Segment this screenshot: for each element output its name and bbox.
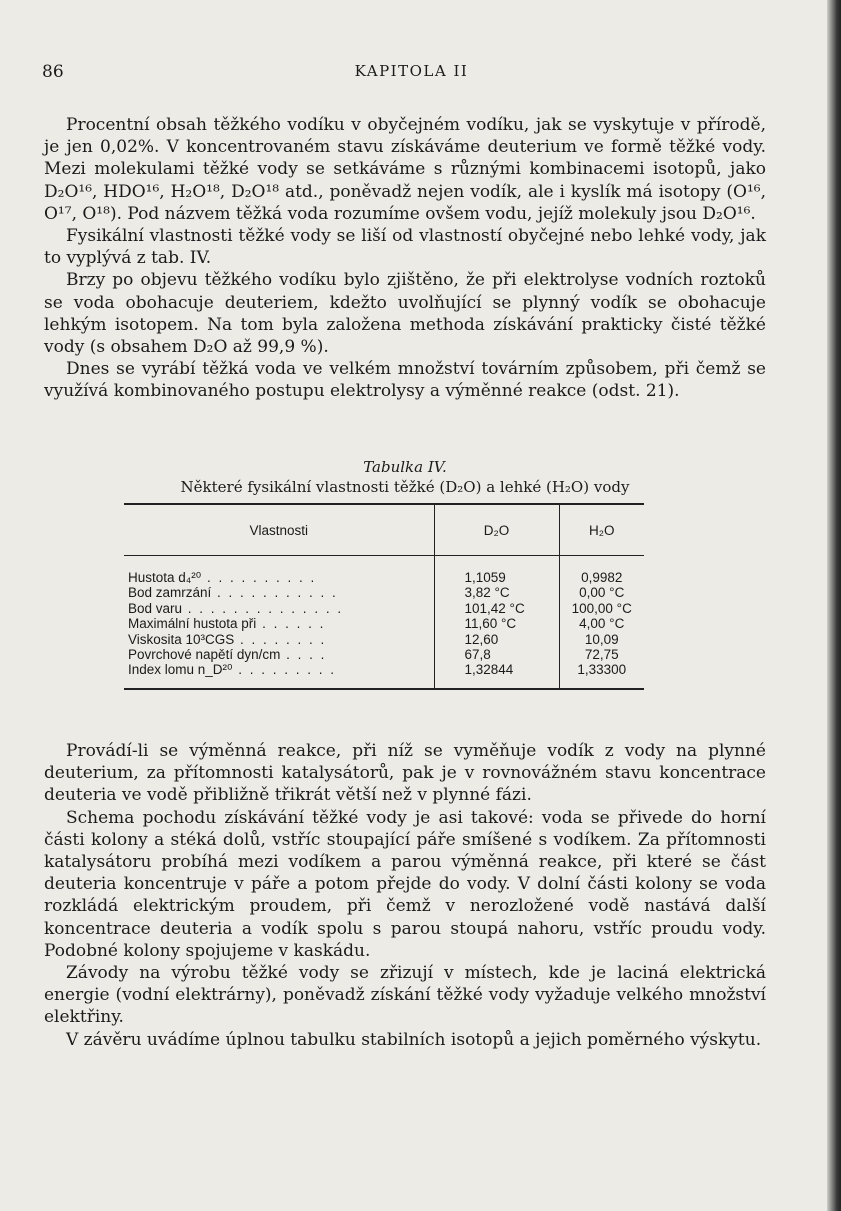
physical-properties-table [124,503,644,690]
property-name: Viskosita 10³CGS [128,631,235,647]
h2o-value: 4,00 °C [559,616,644,631]
table-title: Některé fysikální vlastnosti těžké (D₂O) a lehké (H₂O) vody [180,478,630,496]
header-property: Vlastnosti [124,504,434,556]
property-name: Index lomu n_D²⁰ [128,662,233,678]
table-label: Tabulka IV. [363,458,447,476]
table-row: Bod zamrzání . . . . . . . . . . . 3,82 °C 0,00 °C [124,585,644,600]
property-name: Maximální hustota při [128,616,257,632]
paragraph: V závěru uvádíme úplnou tabulku stabilních isotopů a jejich poměrného výskytu. [66,1029,762,1050]
h2o-value: 10,09 [559,632,644,647]
h2o-value: 100,00 °C [559,601,644,616]
page-binding-edge [827,0,841,1211]
table-row: Povrchové napětí dyn/cm . . . . 67,8 72,75 [124,647,644,662]
table-caption [44,457,766,497]
d2o-value: 11,60 °C [434,616,559,631]
property-name: Povrchové napětí dyn/cm [128,647,281,663]
table-header-row [124,504,644,556]
h2o-value: 1,33300 [559,662,644,688]
paragraph: Závody na výrobu těžké vody se zřizují v místech, kde je laciná elektrická energie (vodní elektrárny), poněvadž získání těžké vody vyžaduje velkého množství elektřiny. [44,963,766,1028]
page-number: 86 [42,62,64,82]
paragraph: Provádí-li se výměnná reakce, při níž se vyměňuje vodík z vody na plynné deuterium, za přítomnosti katalysátorů, pak je v rovnovážném stavu koncentrace deuteria ve vodě přibližně třikrát větší než v plynné fázi. [44,741,766,806]
d2o-value: 3,82 °C [434,585,559,600]
d2o-value: 67,8 [434,647,559,662]
h2o-value: 0,00 °C [559,585,644,600]
paragraph: Procentní obsah těžkého vodíku v obyčejném vodíku, jak se vyskytuje v přírodě, je jen 0,02%. V koncentrovaném stavu získáváme deuterium ve formě těžké vody. Mezi molekulami těžké vody se setkáváme s různými kombinacemi isotopů, jako D₂O¹⁶, HDO¹⁶, H₂O¹⁸, D₂O¹⁸ atd., poněvadž nejen vodík, ale i kyslík má isotopy (O¹⁶, O¹⁷, O¹⁸). Pod názvem těžká voda rozumíme ovšem vodu, jejíž molekuly jsou D₂O¹⁶. [44,115,766,224]
header-h2o: H₂O [559,504,644,556]
page-header [42,62,781,86]
d2o-value: 1,1059 [434,556,559,586]
table-row: Bod varu . . . . . . . . . . . . . . 101,42 °C 100,00 °C [124,601,644,616]
property-name: Bod varu [128,600,183,616]
paragraph: Fysikální vlastnosti těžké vody se liší od vlastností obyčejné nebo lehké vody, jak to vyplývá z tab. IV. [44,226,766,269]
body-text-top [44,114,766,403]
header-d2o: D₂O [434,504,559,556]
d2o-value: 1,32844 [434,662,559,688]
table-row: Maximální hustota při . . . . . . 11,60 °C 4,00 °C [124,616,644,631]
body-text-bottom [44,740,766,1051]
d2o-value: 12,60 [434,632,559,647]
paragraph: Schema pochodu získávání těžké vody je asi takové: voda se přivede do horní části kolony a stéká dolů, vstříc stoupající páře smíšené s vodíkem. Za přítomnosti katalysátoru probíhá mezi vodíkem a parou výměnná reakce, při které se část deuteria koncentruje v páře a potom přejde do vody. V dolní části kolony se voda rozkládá elektrickým proudem, při čemž v nerozložené vodě nastává další koncentrace deuteria a vodík spolu s parou stoupá nahoru, vstříc proudu vody. Podobné kolony spojujeme v kaskádu. [44,807,766,961]
h2o-value: 0,9982 [559,556,644,586]
paragraph: Dnes se vyrábí těžká voda ve velkém množství továrním způsobem, při čemž se využívá kombinovaného postupu elektrolysy a výměnné reakce (odst. 21). [44,359,766,402]
table-row: Hustota d₄²⁰ . . . . . . . . . . 1,1059 0,9982 [124,556,644,586]
paragraph: Brzy po objevu těžkého vodíku bylo zjištěno, že při elektrolyse vodních roztoků se voda obohacuje deuteriem, kdežto uvolňující se plynný vodík se obohacuje lehkým isotopem. Na tom byla založena methoda získávání prakticky čisté těžké vody (s obsahem D₂O až 99,9 %). [44,270,766,358]
h2o-value: 72,75 [559,647,644,662]
table-row: Index lomu n_D²⁰ . . . . . . . . . 1,32844 1,33300 [124,662,644,688]
property-name: Hustota d₄²⁰ [128,570,202,585]
table-row: Viskosita 10³CGS . . . . . . . . 12,60 10,09 [124,632,644,647]
property-name: Bod zamrzání [128,585,212,601]
d2o-value: 101,42 °C [434,601,559,616]
running-head: KAPITOLA II [354,62,469,80]
